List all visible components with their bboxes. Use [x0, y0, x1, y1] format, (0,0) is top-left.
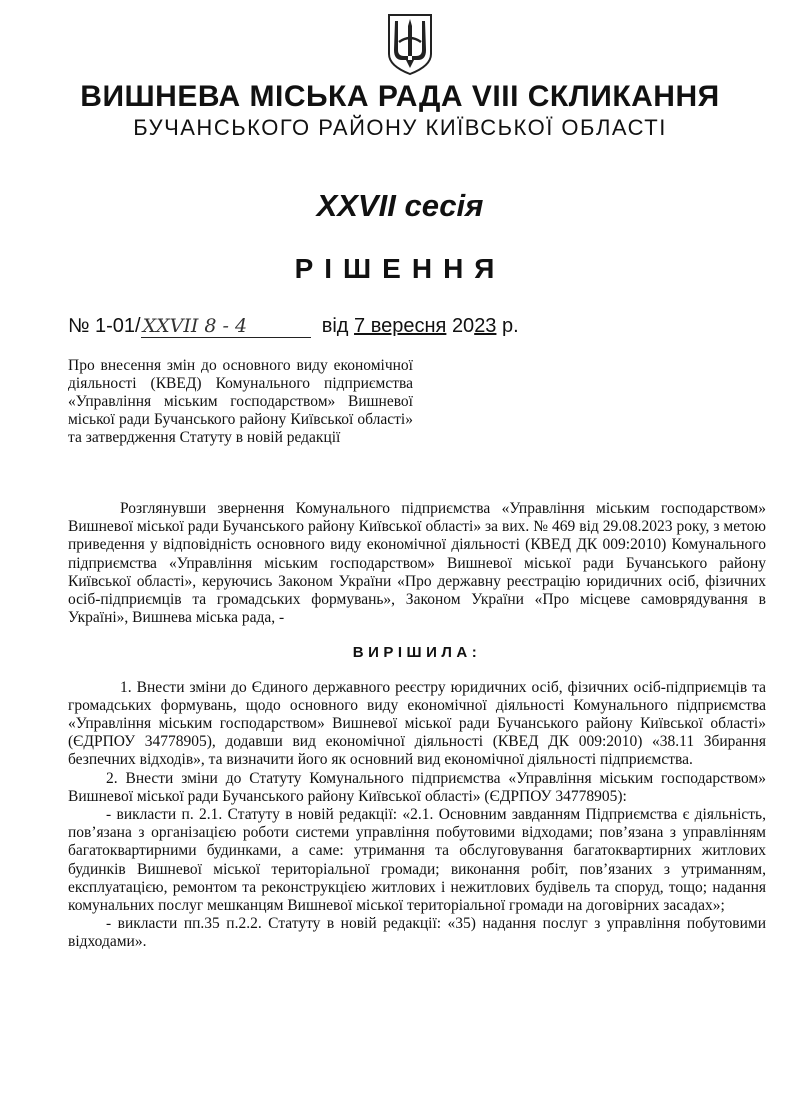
decision-body — [68, 500, 766, 952]
subitem-paragraph: - викласти п. 2.1. Статуту в новій редакції: «2.1. Основним завданням Підприємства є діяльність, пов’язана з організацією роботи системи управління побутовими відходами; пов’язана з управлінням багатоквартирними будинками, а саме: утримання та обслуговування багатоквартирних житлових будинків Вишневої міської територіальної громади; виконання робіт, пов’язаних з утриманням, експлуатацією, ремонтом та реконструкцією житлових і нежитлових будівель та споруд, тощо; надання комунальних послуг мешканцям Вишневої міської територіальної громади на договірних засадах»; — [68, 806, 766, 915]
handwritten-number: XXVII 8 - 4 — [141, 315, 311, 338]
resolved-heading: ВИРІШИЛА: — [352, 644, 482, 662]
council-subtitle: БУЧАНСЬКОГО РАЙОНУ КИЇВСЬКОЇ ОБЛАСТІ — [133, 115, 667, 140]
session-title: XXVII сесія — [316, 188, 484, 223]
decision-heading: РІШЕННЯ — [294, 253, 506, 284]
item-1-paragraph: 1. Внести зміни до Єдиного державного реєстру юридичних осіб, фізичних осіб-підприємців та громадських формувань, щодо основного виду економічної діяльності Комунального підприємства «Управління міським господарством» Вишневої міської ради Бучанського району Київської області» (ЄДРПОУ 34778905), додавши вид економічної діяльності (КВЕД ДК 009:2010) «38.11 Збирання безпечних відходів», та визначити його як основний вид економічної діяльності підприємства. — [68, 678, 766, 769]
decision-number-line — [68, 315, 528, 338]
date-year-b: 23 — [474, 315, 497, 337]
preamble-paragraph: Розглянувши звернення Комунального підприємства «Управління міським господарством» Вишневої міської ради Бучанського району Київської області» за вих. № 469 від 29.08.2023 року, з метою приведення у відповідність основного виду економічної діяльності (КВЕД ДК 009:2010) Комунального підприємства «Управління міським господарством» Вишневої міської ради Бучанського району Київської області», керуючись Законом України «Про державну реєстрацію юридичних осіб, фізичних осіб-підприємців та громадських формувань», Законом України «Про місцеве самоврядування в Україні», Вишнева міська рада, - — [68, 500, 766, 627]
date-suffix: р. — [502, 315, 519, 337]
date-from-label: від — [321, 315, 349, 337]
item-2-paragraph: 2. Внести зміни до Статуту Комунального підприємства «Управління міським господарством» Вишневої міської ради Бучанського району Київської області» (ЄДРПОУ 34778905): — [68, 769, 766, 805]
number-prefix: № 1-01/ — [68, 315, 141, 337]
trident-icon — [385, 12, 435, 76]
date-year-a: 20 — [451, 315, 475, 337]
council-title: ВИШНЕВА МІСЬКА РАДА VIII СКЛИКАННЯ — [80, 80, 720, 113]
subitem-paragraph: - викласти пп.35 п.2.2. Статуту в новій редакції: «35) надання послуг з управління побутовими відходами». — [68, 915, 766, 951]
date-day-month: 7 вересня — [354, 315, 447, 337]
decision-subject: Про внесення змін до основного виду економічної діяльності (КВЕД) Комунального підприємства «Управління міським господарством» Вишневої міської ради Бучанського району Київської області» та затвердження Статуту в новій редакції — [68, 357, 413, 446]
